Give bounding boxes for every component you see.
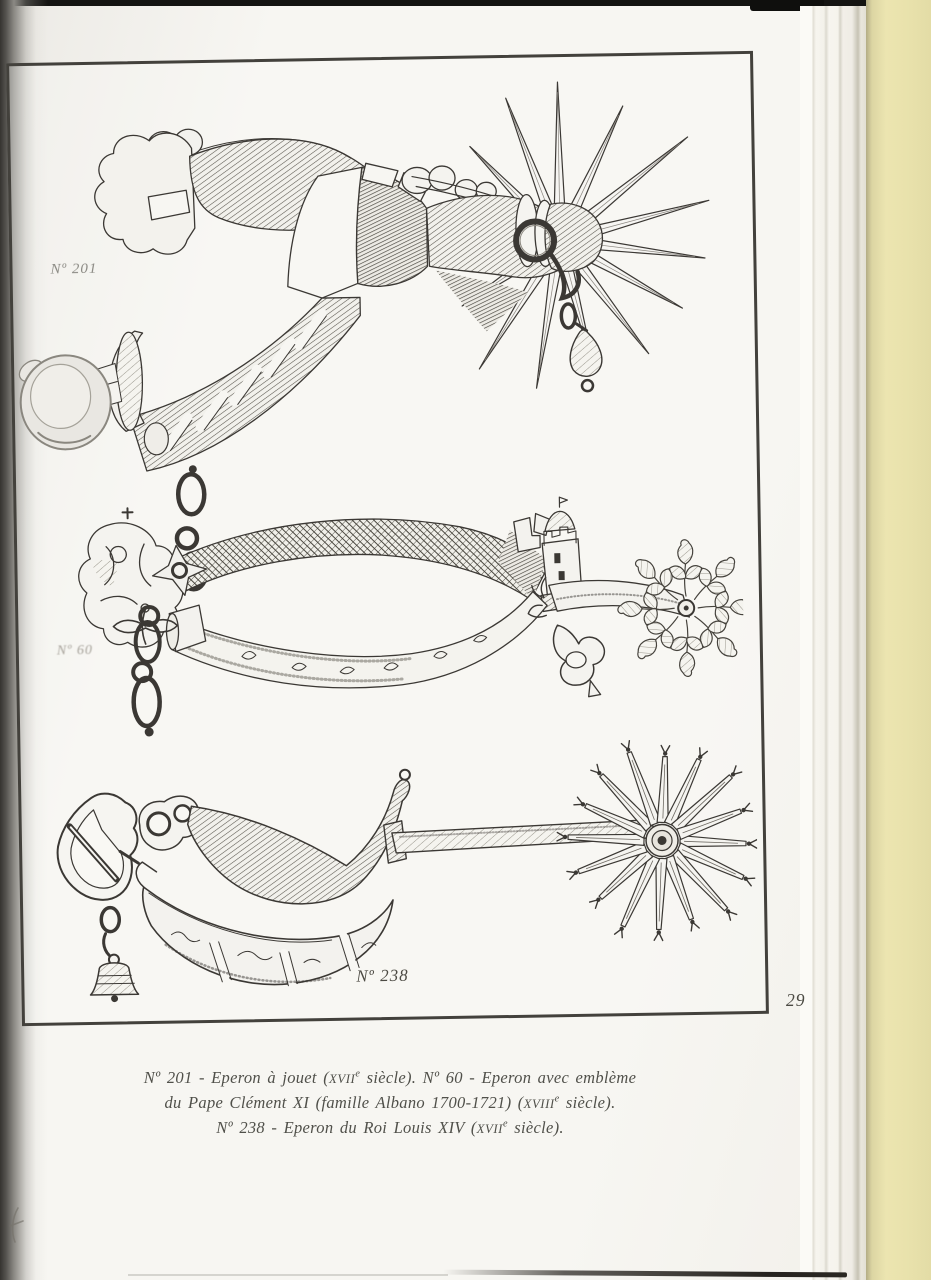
caption: Nº 201 - Eperon à jouet (XVIIe siècle). Nº 60 - Eperon avec emblème du Pape Clément XI (famille Albano 1700-1721) (XVIIIe siècle). Nº 238 - Eperon du Roi Louis XIV (XVIIe siècle). <box>143 1068 637 1137</box>
rowel-hub <box>646 824 679 857</box>
figure-label-201: Nº 201 <box>50 260 98 278</box>
page-edges <box>800 6 866 1280</box>
foliate-rowel <box>617 539 746 678</box>
spur-201-body <box>12 122 606 473</box>
stray-pen-mark <box>4 1202 34 1252</box>
spur-60-body <box>77 456 746 738</box>
book-cover-band <box>866 0 931 1280</box>
buckle <box>57 793 139 901</box>
plate-frame <box>6 51 769 1026</box>
figure-label-238: Nº 238 <box>356 965 409 986</box>
bell-pendant <box>89 907 139 1002</box>
bottom-page-edge <box>128 1274 448 1276</box>
spur-201-illustration <box>12 69 749 491</box>
page-number: 29 <box>786 990 806 1010</box>
bottom-cover-edge <box>443 1270 847 1278</box>
figure-label-60: Nº 60 <box>56 642 94 659</box>
pendant-hook <box>553 624 605 697</box>
